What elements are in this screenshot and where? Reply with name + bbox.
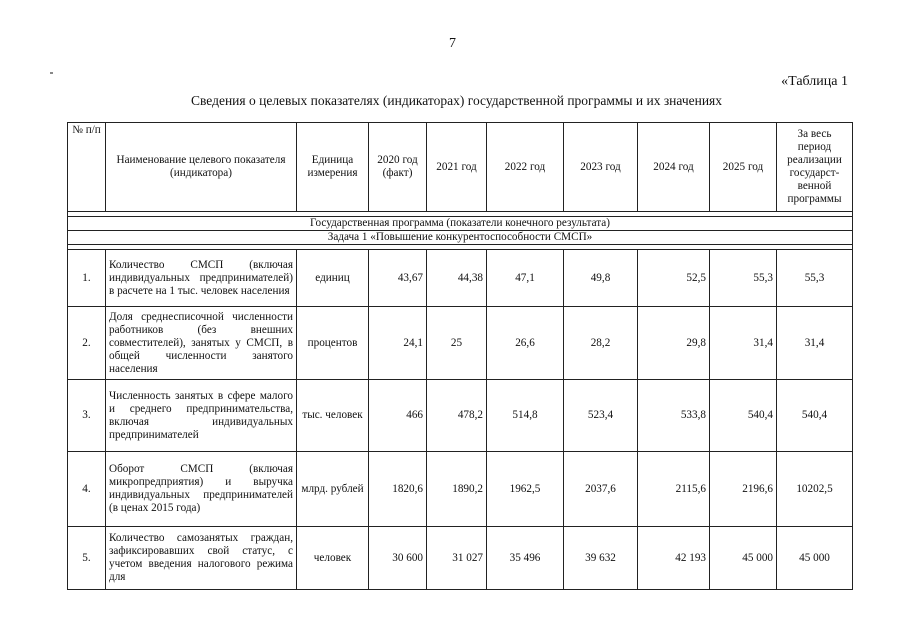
header-2022: 2022 год xyxy=(487,123,564,212)
value-2020: 466 xyxy=(369,380,427,452)
header-2024: 2024 год xyxy=(638,123,710,212)
value-2025: 2196,6 xyxy=(710,452,777,527)
value-2025: 45 000 xyxy=(710,527,777,590)
value-2024: 52,5 xyxy=(638,250,710,307)
value-2025: 540,4 xyxy=(710,380,777,452)
value-2024: 533,8 xyxy=(638,380,710,452)
unit-cell: процентов xyxy=(297,307,369,380)
value-total: 10202,5 xyxy=(777,452,853,527)
indicator-name: Количество СМСП (включая индивидуальных предпринимателей) в расчете на 1 тыс. человек населения xyxy=(106,250,297,307)
value-2022: 47,1 xyxy=(487,250,564,307)
value-2020: 24,1 xyxy=(369,307,427,380)
page-number: 7 xyxy=(449,36,456,51)
header-num: № п/п xyxy=(68,123,106,212)
value-2023: 39 632 xyxy=(564,527,638,590)
row-number: 4. xyxy=(68,452,106,527)
value-total: 45 000 xyxy=(777,527,853,590)
table-row xyxy=(68,307,853,380)
value-2023: 49,8 xyxy=(564,250,638,307)
row-number: 5. xyxy=(68,527,106,590)
indicator-name: Количество самозанятых граждан, зафиксировавших свой статус, с учетом введения налогового режима для xyxy=(106,527,297,590)
table-row xyxy=(68,380,853,452)
header-unit: Единица измерения xyxy=(297,123,369,212)
value-2020: 43,67 xyxy=(369,250,427,307)
value-2024: 42 193 xyxy=(638,527,710,590)
unit-cell: человек xyxy=(297,527,369,590)
header-2020: 2020 год (факт) xyxy=(369,123,427,212)
header-row xyxy=(68,123,853,212)
value-2021: 1890,2 xyxy=(427,452,487,527)
indicator-name: Доля среднесписочной численности работников (без внешних совместителей), занятых у СМСП, в общей численности занятого населения xyxy=(106,307,297,380)
indicator-name: Численность занятых в сфере малого и среднего предпринимательства, включая индивидуальных предпринимателей xyxy=(106,380,297,452)
value-2021: 25 xyxy=(427,307,487,380)
table-row xyxy=(68,527,853,590)
value-2022: 26,6 xyxy=(487,307,564,380)
value-total: 31,4 xyxy=(777,307,853,380)
row-number: 2. xyxy=(68,307,106,380)
value-2022: 35 496 xyxy=(487,527,564,590)
unit-cell: тыс. человек xyxy=(297,380,369,452)
value-2021: 31 027 xyxy=(427,527,487,590)
header-2023: 2023 год xyxy=(564,123,638,212)
table-row xyxy=(68,250,853,307)
value-2023: 2037,6 xyxy=(564,452,638,527)
row-number: 3. xyxy=(68,380,106,452)
value-total: 55,3 xyxy=(777,250,853,307)
indicators-table xyxy=(67,122,853,590)
value-total: 540,4 xyxy=(777,380,853,452)
value-2025: 31,4 xyxy=(710,307,777,380)
header-2021: 2021 год xyxy=(427,123,487,212)
table-row xyxy=(68,452,853,527)
scan-artifact xyxy=(50,72,53,74)
value-2020: 30 600 xyxy=(369,527,427,590)
value-2024: 29,8 xyxy=(638,307,710,380)
header-total: За весь период реализации государст-венной программы xyxy=(777,123,853,212)
value-2021: 478,2 xyxy=(427,380,487,452)
section-row xyxy=(68,217,853,231)
unit-cell: единиц xyxy=(297,250,369,307)
document-title: Сведения о целевых показателях (индикаторах) государственной программы и их значениях xyxy=(190,93,723,108)
value-2021: 44,38 xyxy=(427,250,487,307)
row-number: 1. xyxy=(68,250,106,307)
unit-cell: млрд. рублей xyxy=(297,452,369,527)
indicator-name: Оборот СМСП (включая микропредприятия) и выручка индивидуальных предпринимателей (в ценах 2015 года) xyxy=(106,452,297,527)
table-reference: «Таблица 1 xyxy=(781,74,848,89)
value-2020: 1820,6 xyxy=(369,452,427,527)
value-2022: 514,8 xyxy=(487,380,564,452)
section-title: Государственная программа (показатели конечного результата) xyxy=(68,217,853,231)
value-2023: 28,2 xyxy=(564,307,638,380)
value-2022: 1962,5 xyxy=(487,452,564,527)
value-2024: 2115,6 xyxy=(638,452,710,527)
task-row xyxy=(68,231,853,245)
header-2025: 2025 год xyxy=(710,123,777,212)
value-2023: 523,4 xyxy=(564,380,638,452)
value-2025: 55,3 xyxy=(710,250,777,307)
task-title: Задача 1 «Повышение конкурентоспособности СМСП» xyxy=(68,231,853,245)
header-name: Наименование целевого показателя (индикатора) xyxy=(106,123,297,212)
